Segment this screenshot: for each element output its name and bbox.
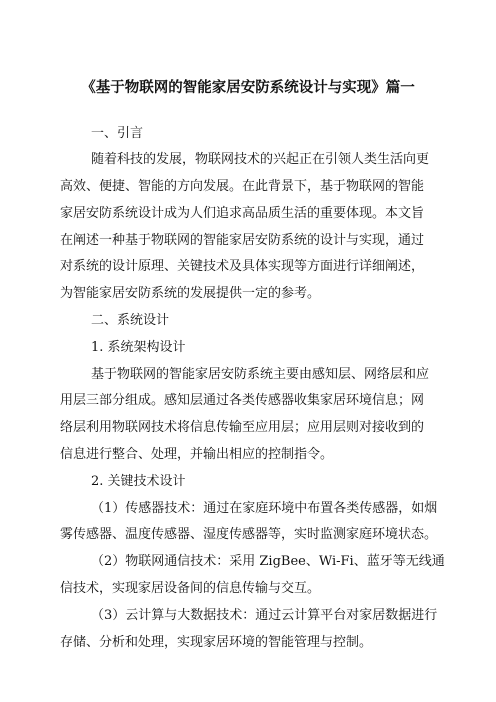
paragraph-line: 对系统的设计原理、关键技术及具体实现等方面进行详细阐述， bbox=[60, 259, 425, 274]
paragraph-line: 络层利用物联网技术将信息传输至应用层；应用层则对接收到的 bbox=[60, 420, 425, 435]
list-item-line: （2）物联网通信技术：采用 ZigBee、Wi-Fi、蓝牙等无线通 bbox=[91, 554, 445, 569]
document-title: 《基于物联网的智能家居安防系统设计与实现》篇一 bbox=[81, 80, 415, 96]
paragraph-line: 用层三部分组成。感知层通过各类传感器收集家居环境信息；网 bbox=[60, 393, 425, 408]
subheading-key-technology: 2. 关键技术设计 bbox=[91, 474, 186, 489]
list-item-line: 雾传感器、温度传感器、湿度传感器等，实时监测家庭环境状态。 bbox=[60, 527, 438, 542]
paragraph-line: 随着科技的发展，物联网技术的兴起正在引领人类生活向更 bbox=[91, 152, 430, 167]
paragraph-line: 信息进行整合、处理，并输出相应的控制指令。 bbox=[60, 447, 334, 462]
paragraph-line: 基于物联网的智能家居安防系统主要由感知层、网络层和应 bbox=[91, 367, 430, 382]
heading-introduction: 一、引言 bbox=[91, 126, 144, 141]
heading-system-design: 二、系统设计 bbox=[91, 313, 170, 328]
subheading-architecture: 1. 系统架构设计 bbox=[91, 340, 186, 355]
list-item-line: （3）云计算与大数据技术：通过云计算平台对家居数据进行 bbox=[91, 608, 438, 623]
list-item-line: 信技术，实现家居设备间的信息传输与交互。 bbox=[60, 581, 321, 596]
paragraph-line: 高效、便捷、智能的方向发展。在此背景下，基于物联网的智能 bbox=[60, 179, 425, 194]
paragraph-line: 在阐述一种基于物联网的智能家居安防系统的设计与实现，通过 bbox=[60, 233, 425, 248]
list-item-line: （1）传感器技术：通过在家庭环境中布置各类传感器，如烟 bbox=[91, 501, 438, 516]
list-item-line: 存储、分析和处理，实现家居环境的智能管理与控制。 bbox=[60, 635, 373, 650]
paragraph-line: 为智能家居安防系统的发展提供一定的参考。 bbox=[60, 286, 321, 301]
paragraph-line: 家居安防系统设计成为人们追求高品质生活的重要体现。本文旨 bbox=[60, 206, 425, 221]
